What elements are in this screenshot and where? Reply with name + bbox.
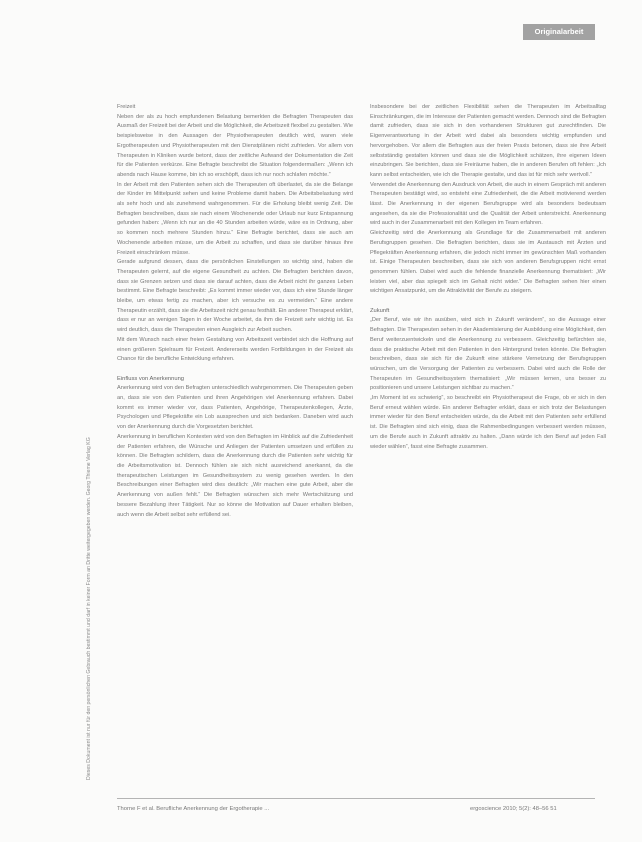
paragraph-gap — [370, 297, 606, 307]
copyright-side-notice: Dieses Dokument ist nur für den persönlichen Gebrauch bestimmt und darf in keiner Form an Dritte weitergegeben werden. Georg Thieme Verlag KG — [86, 437, 92, 780]
footer-journal-page: ergoscience 2010; 5(2): 48–56 51 — [470, 806, 557, 812]
body-paragraph: Gerade aufgrund dessen, dass die persönlichen Einstellungen so wichtig sind, haben die Therapeuten gelernt, auf die eigene Gesundheit zu achten. Die Befragten berichten davon, dass sie Grenzen setzen und dass sie darauf achten, dass die Arbeit nicht ihr ganzes Leben bestimmt. Eine Befragte beschreibt: „Es kommt immer wieder vor, dass ich eine Stunde länger bleibe, um etwas fertig zu machen, aber ich versuche es zu vermeiden.“ Eine andere Therapeutin erzählt, dass sie die Arbeitszeit nicht genau festhält. Ein anderer Therapeut erklärt, dass er nur an wenigen Tagen in der Woche arbeitet, da ihm die Freizeit sehr wichtig ist. Es wird deutlich, dass die Therapeuten einen Ausgleich zur Arbeit suchen. — [117, 259, 353, 334]
body-paragraph: „Im Moment ist es schwierig“, so beschreibt ein Physiotherapeut die Frage, ob er sich in den Beruf erneut wählen würde. Ein anderer Befragter erklärt, dass er sich trotz der Belastungen immer wieder für den Beruf entscheiden würde, da die Arbeit mit den Patienten sehr erfüllend ist. Die Befragten sind sich einig, dass die Rahmenbedingungen verbessert werden müssen, um die Berufe auch in Zukunft attraktiv zu halten. „Dann würde ich den Beruf auf jeden Fall wieder wählen“, fasst eine Befragte zusammen. — [370, 395, 606, 450]
body-paragraph: Neben der als zu hoch empfundenen Belastung bemerkten die Befragten Therapeuten das Ausmaß der Freizeit bei der Arbeit und die Möglichkeit, die Arbeitszeit flexibel zu gestalten. Wie beispielsweise in den Aussagen der Physiotherapeuten deutlich wird, waren viele Ergotherapeuten und Physiotherapeuten mit den Dienstplänen nicht zufrieden. Vor allem von Therapeuten in Kliniken wurde betont, dass der zeitliche Aufwand der Dokumentation die Zeit für die Patienten verkürze. Eine Befragte beschreibt die Situation folgendermaßen: „Wenn ich abends nach Hause komme, bin ich so erschöpft, dass ich nur noch schlafen möchte.“ — [117, 113, 353, 178]
paragraph-gap — [117, 365, 353, 375]
footer-divider — [117, 798, 595, 799]
body-paragraph: Gleichzeitig wird die Anerkennung als Grundlage für die Zusammenarbeit mit anderen Berufsgruppen gesehen. Die Befragten berichten, dass sie im Austausch mit Ärzten und Pflegekräften Anerkennung erfahren, die jedoch nicht immer im gewünschten Maß vorhanden ist. Einige Therapeuten beschreiben, dass sie sich von anderen Berufsgruppen nicht ernst genommen fühlen. Dabei wird auch die fehlende finanzielle Anerkennung thematisiert: „Wir leisten viel, aber das spiegelt sich im Gehalt nicht wider.“ Die Befragten sehen hier einen wichtigen Ansatzpunkt, um die Attraktivität der Berufe zu steigern. — [370, 230, 606, 295]
section-heading: Zukunft — [370, 307, 390, 314]
body-paragraph: In der Arbeit mit den Patienten sehen sich die Therapeuten oft überlastet, da sie die Belange der Kinder im Mittelpunkt sehen und keine Probleme damit haben. Die Arbeitsbelastung wird als sehr hoch und als zunehmend wahrgenommen. Für die Erholung bleibt wenig Zeit. Die Befragten beschreiben, dass sie nach einem Wochenende oder Urlaub nur kurz Entspannung gefunden haben: „Wenn ich nur an die 40 Stunden arbeiten würde, wäre es in Ordnung, aber so kommen noch mehrere Stunden hinzu.“ Eine Befragte berichtet, dass sie auch am Wochenende arbeiten müsse, um die Arbeit zu schaffen, und dass sie darüber hinaus ihre Freizeit einschränken müsse. — [117, 181, 353, 256]
body-paragraph: Verwendet die Anerkennung den Ausdruck von Arbeit, die auch in einem Gespräch mit anderen Therapeuten bestätigt wird, so entsteht eine Zufriedenheit, die die Arbeit motivierend werden lässt. Die Anerkennung in der eigenen Berufsgruppe wird als besonders bedeutsam angesehen, da sie die Professionalität und die Qualität der Arbeit unterstreicht. Anerkennung wird auch in der Zusammenarbeit mit den Kollegen im Team erfahren. — [370, 181, 606, 227]
body-paragraph: Anerkennung in beruflichen Kontexten wird von den Befragten im Hinblick auf die Zufriedenheit der Patienten erfahren, die Wünsche und Anliegen der Patienten umsetzen und erfüllen zu können. Die Befragten schildern, dass die Anerkennung durch die Patienten sehr wichtig für die Arbeitsmotivation ist. Dennoch fühlen sie sich nicht ausreichend anerkannt, da die therapeutischen Leistungen im Gesundheitssystem zu wenig gesehen werden. In den Beschreibungen einer Befragten wird dies deutlich: „Wir machen eine gute Arbeit, aber die Anerkennung von außen fehlt.“ Die Befragten wünschen sich mehr Wertschätzung und bessere Bezahlung ihrer Tätigkeit. Nur so könne die Motivation auf Dauer erhalten bleiben, auch wenn die Arbeit selbst sehr erfüllend sei. — [117, 433, 353, 518]
body-paragraph: Mit dem Wunsch nach einer freien Gestaltung von Arbeitszeit verbindet sich die Hoffnung auf einen größeren Spielraum für Freizeit. Andererseits werden Fortbildungen in der Freizeit als Chance für die berufliche Entwicklung erfahren. — [117, 336, 353, 363]
footer-citation: Thorne F et al. Berufliche Anerkennung der Ergotherapie ... — [117, 806, 270, 812]
section-heading: Einfluss von Anerkennung — [117, 375, 185, 382]
body-paragraph: Freizeit — [117, 104, 136, 110]
body-paragraph: „Der Beruf, wie wir ihn ausüben, wird sich in Zukunft verändern“, so die Aussage einer Befragten. Die Therapeuten sehen in der Akademisierung der Ausbildung eine Möglichkeit, den Beruf weiterzuentwickeln und die Anerkennung zu verbessern. Gleichzeitig befürchten sie, dass die praktische Arbeit mit den Patienten in den Hintergrund treten könnte. Die Befragten beschreiben, dass sie sich für die Zukunft eine stärkere Vernetzung der Berufsgruppen wünschen, um die Versorgung der Patienten zu verbessern. Dabei wird auch die Rolle der Therapeuten im Gesundheitssystem thematisiert: „Wir müssen lernen, uns besser zu positionieren und unsere Leistungen sichtbar zu machen.“ — [370, 317, 606, 392]
body-paragraph: Insbesondere bei der zeitlichen Flexibilität sehen die Therapeuten im Arbeitsalltag Einschränkungen, die im Interesse der Patienten gemacht werden. Dennoch sind die Befragten damit zufrieden, dass sie sich in den vorhandenen Strukturen gut zurechtfinden. Die Eigenverantwortung in der Arbeit wird dabei als besonders wichtig empfunden und hervorgehoben. Vor allem die Befragten aus der freien Praxis betonen, dass sie ihre Arbeit selbstständig gestalten können und dass sie die Möglichkeit schätzen, ihre eigenen Ideen einzubringen. Sie berichten, dass sie Freiräume haben, die in anderen Berufen oft fehlen: „Ich kann selbst entscheiden, wie ich die Therapie gestalte, und das ist für mich sehr wertvoll.“ — [370, 104, 606, 178]
section-badge: Originalarbeit — [523, 24, 595, 40]
body-paragraph: Anerkennung wird von den Befragten unterschiedlich wahrgenommen. Die Therapeuten geben an, dass sie von den Patienten und ihren Angehörigen viel Anerkennung erfahren. Dabei kommt es immer wieder vor, dass Patienten, Angehörige, Therapeutenkollegen, Ärzte, Psychologen und Pflegekräfte ein Lob aussprechen und sich bedanken. Daneben wird auch von der Anerkennung durch die Vorgesetzten berichtet. — [117, 385, 353, 431]
left-text-column — [117, 103, 353, 520]
right-text-column — [370, 103, 606, 452]
